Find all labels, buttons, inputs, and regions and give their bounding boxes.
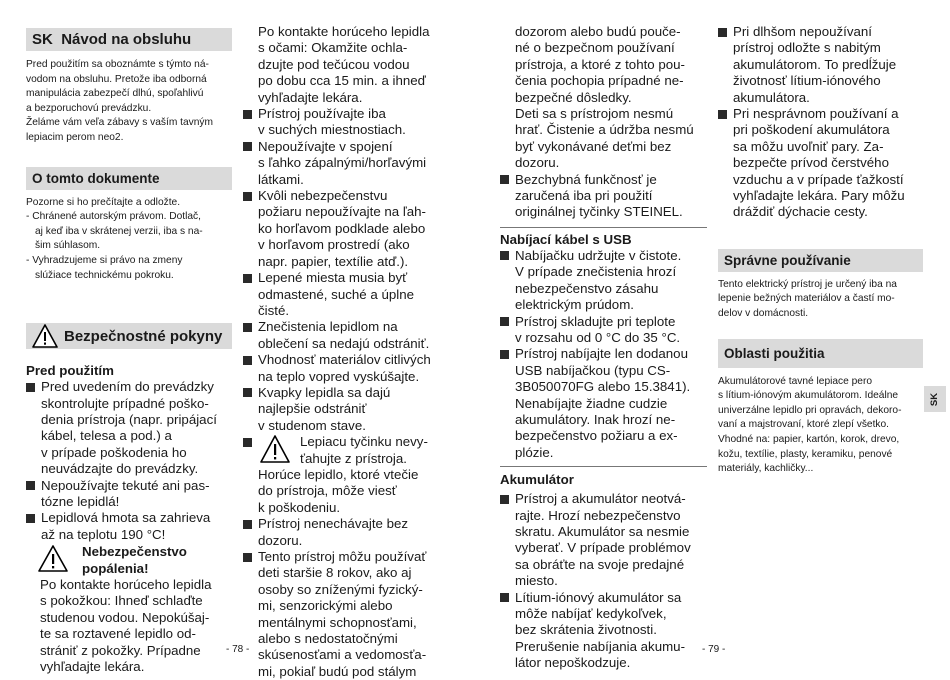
list-item bbox=[243, 516, 453, 549]
text-line: Nenabíjajte žiadne cudzie bbox=[515, 395, 668, 411]
text-line: vyberať. V prípade problémov bbox=[515, 540, 691, 556]
bullet-square-icon bbox=[500, 175, 509, 184]
column-1 bbox=[26, 24, 232, 675]
text-line: zaručená iba pri použití bbox=[515, 188, 653, 204]
text-line: Kvapky lepidla sa dajú bbox=[258, 384, 391, 400]
text-line: lepiacim perom neo2. bbox=[26, 131, 124, 143]
text-line: mentálnymi schopnosťami, bbox=[258, 614, 417, 630]
text-line: ťahujte z prístroja. bbox=[300, 450, 407, 466]
manual-title-text: Návod na obsluhu bbox=[61, 31, 192, 48]
text-line: tózne lepidlá! bbox=[41, 493, 120, 509]
bullet-square-icon bbox=[243, 142, 252, 151]
text-line: deti staršie 8 rokov, ako aj bbox=[258, 565, 412, 581]
text-line: dozorom alebo budú pouče- bbox=[515, 24, 681, 39]
text-line: te sa roztavené lepidlo od- bbox=[40, 626, 196, 642]
text-line: aj keď iba v skrátenej verzii, iba s na- bbox=[35, 225, 203, 237]
list-item bbox=[243, 188, 453, 270]
list-item bbox=[243, 139, 453, 188]
bullet-square-icon bbox=[500, 251, 509, 260]
bullet-square-icon bbox=[26, 514, 35, 523]
text-line: skontrolujte prípadné poško- bbox=[41, 395, 209, 411]
bullet-square-icon bbox=[500, 593, 509, 602]
text-line: Prístroj nenechávajte bez bbox=[258, 516, 409, 532]
text-line: mi, pokiaľ budú pod stálym bbox=[258, 663, 417, 679]
text-line: akumulátory. Inak hrozí ne- bbox=[515, 411, 676, 427]
list-item bbox=[243, 434, 453, 516]
text-line: čenia pochopia prípadné ne- bbox=[515, 73, 684, 89]
text-line: na teplo vopred vyskúšajte. bbox=[258, 368, 420, 384]
text-line: denia prístroja (napr. pripájací bbox=[41, 411, 217, 427]
eye-contact-text bbox=[243, 24, 453, 106]
text-line: Prístroj a akumulátor neotvá- bbox=[515, 491, 686, 507]
list-item bbox=[26, 379, 232, 477]
bullet-square-icon bbox=[718, 110, 727, 119]
bullet-square-icon bbox=[500, 350, 509, 359]
list-item bbox=[500, 172, 707, 221]
text-line: slúžiace technickému pokroku. bbox=[35, 269, 174, 281]
list-item bbox=[500, 248, 707, 314]
text-line: životnosť lítium-iónového bbox=[733, 73, 881, 89]
text-line: kožu, textílie, plasty, keramiku, penové bbox=[718, 448, 893, 460]
text-line: pri poškodení akumulátora bbox=[733, 122, 890, 138]
bullet-square-icon bbox=[243, 110, 252, 119]
list-item bbox=[243, 385, 453, 434]
text-line: bezpečte prívod čerstvého bbox=[733, 155, 889, 171]
text-line: odmastené, suché a úplne bbox=[258, 286, 414, 302]
column-4 bbox=[718, 24, 923, 477]
text-line: Pri nesprávnom používaní a bbox=[733, 106, 899, 122]
text-line: Po kontakte horúceho lepidla bbox=[258, 24, 430, 39]
text-line: dráždiť dýchacie cesty. bbox=[733, 204, 868, 220]
side-tab-label: SK bbox=[929, 392, 941, 406]
text-line: vzduchu a v prípade ťažkostí bbox=[733, 171, 904, 187]
divider bbox=[500, 227, 707, 228]
text-line: Lítium-iónový akumulátor sa bbox=[515, 589, 682, 605]
text-line: s očami: Okamžite ochla- bbox=[258, 40, 408, 56]
text-line: neuvádzajte do prevádzky. bbox=[41, 461, 199, 477]
text-line: Pozorne si ho prečítajte a odložte. bbox=[26, 196, 181, 208]
text-line: v studenom stave. bbox=[258, 417, 366, 433]
text-line: Vhodné na: papier, kartón, korok, drevo, bbox=[718, 434, 900, 446]
text-line: látor nepoškodzuje. bbox=[515, 655, 631, 671]
warning-icon bbox=[32, 324, 58, 348]
text-line: popálenia! bbox=[82, 560, 149, 576]
safety-heading bbox=[26, 323, 232, 349]
burn-warning bbox=[26, 544, 232, 577]
text-line: v rozsahu od 0 °C do 35 °C. bbox=[515, 329, 681, 345]
text-line: Prístroj skladujte pri teplote bbox=[515, 313, 676, 329]
application-areas-text bbox=[718, 375, 923, 477]
language-code: SK bbox=[32, 31, 53, 48]
list-item bbox=[243, 352, 453, 385]
safety-heading-text: Bezpečnostné pokyny bbox=[64, 327, 223, 345]
warning-icon bbox=[260, 434, 294, 464]
text-line: dozoru. bbox=[258, 532, 303, 548]
page-number-right: - 79 - bbox=[702, 644, 726, 655]
text-line: Prístroj používajte iba bbox=[258, 106, 386, 122]
text-line: akumulátora. bbox=[733, 89, 810, 105]
before-use-section bbox=[26, 363, 232, 675]
text-line: ko horľavom podklade alebo bbox=[258, 220, 426, 236]
text-line: oblečení sa nedajú odstrániť. bbox=[258, 335, 430, 351]
text-line: Vhodnosť materiálov citlivých bbox=[258, 352, 431, 368]
text-line: Nepoužívajte tekuté ani pas- bbox=[41, 477, 210, 493]
text-line: elektrickým prúdom. bbox=[515, 297, 634, 313]
page-number-left: - 78 - bbox=[226, 644, 250, 655]
text-line: rajte. Hrozí nebezpečenstvo bbox=[515, 507, 681, 523]
text-line: 3B050070FG alebo 15.3841). bbox=[515, 379, 691, 395]
text-line: vyhľadajte lekára. bbox=[40, 659, 145, 675]
text-line: né o bezpečnom používaní bbox=[515, 40, 675, 56]
text-line: šim súhlasom. bbox=[35, 240, 101, 252]
battery-section bbox=[500, 472, 707, 671]
text-line: Deti sa s prístrojom nesmú bbox=[515, 106, 674, 122]
text-line: Kvôli nebezpečenstvu bbox=[258, 188, 388, 204]
bullet-square-icon bbox=[243, 553, 252, 562]
text-line: skratu. Akumulátor sa nesmie bbox=[515, 523, 690, 539]
text-line: k poškodeniu. bbox=[258, 499, 341, 515]
application-areas-heading: Oblasti použitia bbox=[718, 339, 923, 368]
bullet-square-icon bbox=[243, 438, 252, 447]
column-3 bbox=[500, 24, 707, 672]
text-line: univerzálne lepidlo pri opravách, dekoro- bbox=[718, 404, 902, 416]
text-line: dozoru. bbox=[515, 155, 560, 171]
text-line: čisté. bbox=[258, 302, 290, 318]
bullet-square-icon bbox=[243, 388, 252, 397]
proper-use-text bbox=[718, 278, 923, 322]
text-line: s ľahko zápalnými/horľavými bbox=[258, 155, 427, 171]
text-line: delov v domácnosti. bbox=[718, 308, 809, 320]
children-text bbox=[500, 24, 707, 172]
text-line: skúsenosťami a vedomosťa- bbox=[258, 647, 427, 663]
text-line: s lítium-iónovým akumulátorom. Ideálne bbox=[718, 390, 899, 402]
text-line: Nebezpečenstvo bbox=[82, 544, 187, 560]
list-item bbox=[500, 491, 707, 589]
list-item bbox=[26, 478, 232, 511]
list-item bbox=[500, 590, 707, 672]
text-line: v suchých miestnostiach. bbox=[258, 122, 406, 138]
text-line: Tento prístroj môžu používať bbox=[258, 549, 427, 564]
bullet-square-icon bbox=[718, 28, 727, 37]
text-line: osoby so zníženými fyzický- bbox=[258, 581, 423, 597]
text-line: Pred použitím sa oboznámte s týmto ná- bbox=[26, 59, 209, 70]
text-line: nebezpečenstvo zásahu bbox=[515, 280, 659, 296]
list-item bbox=[243, 106, 453, 139]
list-item bbox=[500, 346, 707, 461]
text-line: Želáme vám veľa zábavy s vaším tavným bbox=[26, 117, 213, 129]
text-line: s pokožkou: Ihneď schlaďte bbox=[40, 593, 203, 609]
text-line: Nabíjačku udržujte v čistote. bbox=[515, 247, 682, 263]
bullet-square-icon bbox=[243, 323, 252, 332]
text-line: miesto. bbox=[515, 573, 558, 589]
text-line: vaní a majstrovaní, ktoré zlepí všetko. bbox=[718, 419, 889, 431]
text-line: prístroja, a ktoré z tohto pou- bbox=[515, 56, 685, 72]
text-line: Akumulátorové tavné lepiace pero bbox=[718, 375, 873, 387]
text-line: Nepoužívajte v spojení bbox=[258, 138, 393, 154]
language-side-tab bbox=[924, 386, 946, 412]
text-line: kábel, telesa a pod.) a bbox=[41, 428, 172, 444]
text-line: v horľavom prostredí (ako bbox=[258, 237, 410, 253]
safety-list bbox=[243, 106, 453, 680]
list-item bbox=[243, 270, 453, 319]
text-line: byť vykonávané deťmi bez bbox=[515, 138, 672, 154]
subheading: Nabíjací kábel s USB bbox=[500, 231, 632, 247]
divider bbox=[500, 466, 707, 467]
text-line: a bezporuchovú prevádzku. bbox=[26, 102, 152, 114]
text-line: alebo s nedostatočnými bbox=[258, 631, 398, 647]
text-line: až na teplotu 190 °C! bbox=[41, 526, 166, 542]
text-line: Po kontakte horúceho lepidla bbox=[40, 577, 212, 592]
text-line: Prerušenie nabíjania akumu- bbox=[515, 638, 686, 654]
text-line: bezpečné dôsledky. bbox=[515, 89, 632, 105]
text-line: studenou vodou. Nepokúšaj- bbox=[40, 609, 210, 625]
intro-text bbox=[26, 58, 232, 146]
list-item bbox=[26, 510, 232, 543]
manual-title bbox=[26, 28, 232, 51]
text-line: Pred uvedením do prevádzky bbox=[41, 379, 214, 395]
warning-icon bbox=[38, 544, 72, 572]
text-line: Bezchybná funkčnosť je bbox=[515, 171, 657, 187]
text-line: originálnej tyčinky STEINEL. bbox=[515, 204, 683, 220]
text-line: Znečistenia lepidlom na bbox=[258, 319, 398, 335]
column-2 bbox=[243, 24, 453, 680]
bullet-square-icon bbox=[26, 481, 35, 490]
text-line: po dobu cca 15 min. a ihneď bbox=[258, 73, 426, 89]
text-line: V prípade znečistenia hrozí bbox=[515, 264, 677, 280]
text-line: Tento elektrický prístroj je určený iba na bbox=[718, 278, 897, 290]
text-line: mi, senzorickými alebo bbox=[258, 598, 393, 614]
list-item bbox=[243, 319, 453, 352]
battery-list-continued bbox=[718, 24, 923, 221]
text-line: USB nabíjačkou (typu CS- bbox=[515, 362, 671, 378]
bullet-square-icon bbox=[500, 495, 509, 504]
proper-use-heading: Správne používanie bbox=[718, 249, 923, 272]
text-line: Lepené miesta musia byť bbox=[258, 270, 408, 286]
text-line: prístroj odložte s nabitým bbox=[733, 40, 881, 56]
about-text bbox=[26, 196, 232, 284]
text-line: sa obráťte na svoje predajné bbox=[515, 556, 685, 572]
text-line: materiály, kachličky... bbox=[718, 463, 814, 475]
text-line: bezpečenstvo požiaru a ex- bbox=[515, 428, 678, 444]
usb-section bbox=[500, 232, 707, 461]
list-item bbox=[718, 106, 923, 221]
bullet-square-icon bbox=[243, 356, 252, 365]
bullet-square-icon bbox=[243, 520, 252, 529]
about-heading: O tomto dokumente bbox=[26, 167, 232, 190]
text-line: vyhľadajte lekára. bbox=[258, 89, 363, 105]
text-line: Lepidlová hmota sa zahrieva bbox=[41, 510, 211, 526]
text-line: akumulátorom. To predĺžuje bbox=[733, 56, 897, 72]
text-line: Pri dlhšom nepoužívaní bbox=[733, 24, 872, 39]
text-line: v prípade poškodenia ho bbox=[41, 444, 187, 460]
bullet-square-icon bbox=[26, 383, 35, 392]
text-line: - Chránené autorským právom. Dotlač, bbox=[26, 211, 201, 223]
text-line: napr. papier, textílie atď.). bbox=[258, 253, 409, 269]
text-line: Horúce lepidlo, ktoré vtečie bbox=[258, 466, 419, 482]
subheading: Pred použitím bbox=[26, 363, 114, 379]
text-line: dzujte pod tečúcou vodou bbox=[258, 56, 410, 72]
text-line: požiaru nepoužívajte na ľah- bbox=[258, 204, 426, 220]
text-line: manipulácia zabezpečí dlhú, spoľahlivú bbox=[26, 88, 204, 100]
text-line: vodom na obsluhu. Pretože iba odborná bbox=[26, 73, 207, 85]
text-line: Lepiacu tyčinku nevy- bbox=[300, 434, 428, 450]
bullet-square-icon bbox=[243, 192, 252, 201]
subheading: Akumulátor bbox=[500, 472, 574, 488]
text-line: - Vyhradzujeme si právo na zmeny bbox=[26, 254, 183, 266]
text-line: do prístroja, môže viesť bbox=[258, 483, 397, 499]
text-line: najlepšie odstrániť bbox=[258, 401, 367, 417]
text-line: lepenie bežných materiálov a častí mo- bbox=[718, 293, 895, 305]
bullet-square-icon bbox=[500, 317, 509, 326]
bullet-square-icon bbox=[243, 274, 252, 283]
glue-stick-warning bbox=[258, 434, 453, 467]
text-line: vyhľadajte lekára. Pary môžu bbox=[733, 188, 905, 204]
text-line: bez skrátenia životnosti. bbox=[515, 622, 657, 638]
text-line: plózie. bbox=[515, 444, 554, 460]
text-line: hrať. Čistenie a údržba nesmú bbox=[515, 122, 694, 138]
list-item bbox=[500, 314, 707, 347]
text-line: sa môžu uvoľniť pary. Za- bbox=[733, 138, 884, 154]
list-item bbox=[718, 24, 923, 106]
text-line: môže nabíjať kedykoľvek, bbox=[515, 606, 667, 621]
text-line: látkami. bbox=[258, 171, 304, 187]
text-line: strániť z pokožky. Prípadne bbox=[40, 642, 201, 658]
list-item bbox=[243, 549, 453, 680]
text-line: Prístroj nabíjajte len dodanou bbox=[515, 346, 688, 362]
